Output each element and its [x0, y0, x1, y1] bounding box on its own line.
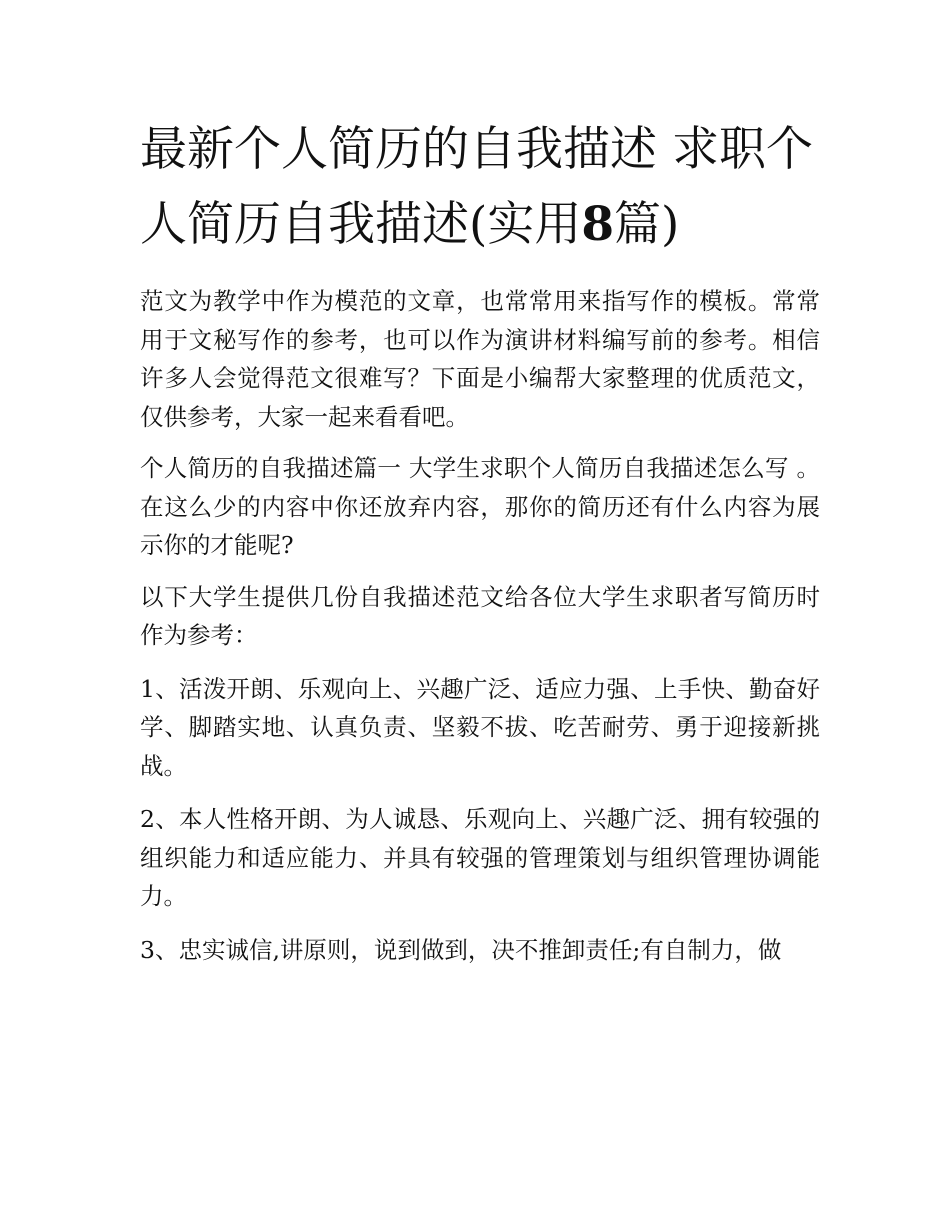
- title-text: 最新个人简历的自我描述 求职个人简历自我描述(实用: [140, 122, 813, 252]
- section-paragraph: 个人简历的自我描述篇一 大学生求职个人简历自我描述怎么写 。在这么少的内容中你还放弃内容，那你的简历还有什么内容为展示你的才能呢?: [140, 454, 820, 559]
- title-suffix: 篇): [614, 197, 680, 252]
- list-item-2: 2、本人性格开朗、为人诚恳、乐观向上、兴趣广泛、拥有较强的组织能力和适应能力、并具有较强的管理策划与组织管理协调能力。: [140, 805, 820, 910]
- intro-paragraph: 范文为教学中作为模范的文章，也常常用来指写作的模板。常常用于文秘写作的参考，也可以作为演讲材料编写前的参考。相信许多人会觉得范文很难写？下面是小编帮大家整理的优质范文，仅供参考，大家一起来看看吧。: [140, 287, 820, 431]
- document-body: [140, 282, 820, 969]
- list-item-3: 3、忠实诚信,讲原则，说到做到，决不推卸责任;有自制力，做: [140, 935, 782, 964]
- document-title: [140, 112, 820, 262]
- list-item-1: 1、活泼开朗、乐观向上、兴趣广泛、适应力强、上手快、勤奋好学、脚踏实地、认真负责、坚毅不拔、吃苦耐劳、勇于迎接新挑战。: [140, 674, 820, 780]
- lead-paragraph: 以下大学生提供几份自我描述范文给各位大学生求职者写简历时作为参考：: [140, 582, 820, 649]
- title-number: 8: [581, 197, 615, 252]
